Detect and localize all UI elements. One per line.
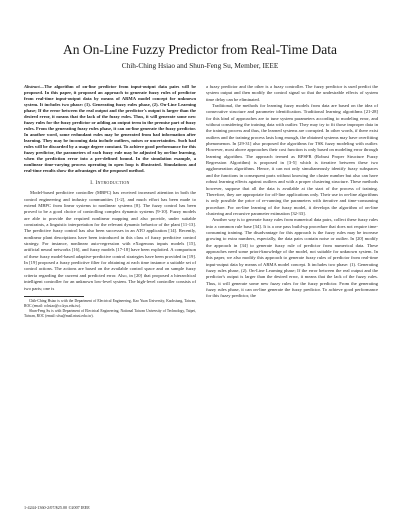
right-column <box>206 84 378 300</box>
section-heading-introduction: I. Introduction <box>90 180 130 186</box>
left-column <box>24 84 196 318</box>
footnote: Chih-Ching Hsiao is with the Department of Electrical Engineering, Kao Yuan University, Kaohsiung, Taiwan, ROC (email: cchsiao@cc.kyu.edu.tw). <box>24 298 196 308</box>
footnote-rule <box>24 296 84 297</box>
body-paragraph: Another way is to generate fuzzy rules from numerical data pairs, collect these fuzzy rules into a common rule base [34]. It is a one pass build-up procedure that does not require time-consuming training. The disadvantage for this approach is the fuzzy rules may be increase growing to extra numbers, especially, the data pairs contain noise or outlier. In [20] modify the approach in [34] to generate fuzzy rule of predictor from numerical data. These approaches need some priori-knowledge of the model, not suitable for unknown system. In this paper, we also modify this approach to generate fuzzy rules of predictor from real-time input-output data by means of ARMA model concept. It includes two phase: (1). Generating fuzzy rules phase, (2). On-Line Learning phase; If the error between the real output and the predictor's output is larger than the desired error, it means that the lack of the fuzzy rules. Thus, it will generate some new fuzzy rules for the fuzzy predictor. From the generating fuzzy rules phase, it can on-line generate the fuzzy predictor. To achieve good performance for this fuzzy predictor, the <box>206 217 378 299</box>
abstract <box>24 84 196 174</box>
intro-paragraph: Model-based predictive controller (MBPC) has received increased attention in both the control engineering and industry communities [1-2], and much effort has been made to extend MBPC from linear systems to nonlinear systems [8]. The fuzzy control has been proved to be a good choice of controlling complex dynamic systems [9-10]. Fuzzy models are able to provide the required nonlinear mapping and also provide, under suitable constraints, a linguistic interpretation for the relevant dynamic behavior of the plant [11-13]. The predictive fuzzy control has also been successes in an ATO application [14]. Recently, nonlinear plant descriptions have been introduced in this class of fuzzy predictive control strategy. For instance, nonlinear auto-regression with eXogenous inputs models [15], artificial neural networks [16], and fuzzy models [17-18] have been exploited. A comparison of these fuzzy model-based adaptive-predictive control strategies have been provided in [19]. In [19] proposed a fuzzy predictive filter for obtaining at each time instance a suitable set of control actions. The actions are based on the available control space and on sample fuzzy criteria regarding the current and predicted error. Also, in [20] that proposed a hierarchical intelligent controller for an unknown low-level system. The high-level controller consists of two parts; one is <box>24 190 196 291</box>
footnote: Shun-Feng Su is with Department of Electrical Engineering, National Taiwan University of Technology, Taipei, Taiwan, ROC (email: sfsu@mail.ntust.edu.tw). <box>24 308 196 318</box>
body-paragraph: a fuzzy predictor and the other is a fuzzy controller. The fuzzy predictor is used predict the system output and then modify the control signal so that the undesirable effects of system time delay can be eliminated. <box>206 84 378 102</box>
paper-authors: Chih-Ching Hsiao and Shun-Feng Su, Member, IEEE <box>121 61 279 70</box>
body-paragraph: Traditional, the methods for learning fuzzy models from data are based on the idea of consecutive structure and parameter identification. Traditional learning algorithms [21-28] for this kind of approaches are to tune system parameters according to modeling error, and without considering the training data with outlier. They may try to fit those improper data in the training process and thus, the learned systems are corrupted. In other words, if there exist outliers and the training process lasts long enough, the obtained systems may have overfitting phenomenon. In [29-31] also proposed the algorithms for TSK fuzzy modeling with outlier. However, most above approaches their cost function is only based on modeling error through learning algorithm. The approach termed as RPSFR (Robust Proper Structure Fuzzy Regression Algorithm) is proposed in [3-5] which is iterative between these two agglomeration algorithms. Hence, it can not only simultaneously identify fuzzy subspaces and the functions in consequent parts without knowing the cluster number but also can have robust learning effects against outliers and with a proper clustering structure. These methods however, suppose that all the data is available at the start of the process of training. Therefore, they are appropriate for off-line applications only. Their use in on-line algorithms is only possible the price of re-running the parameters with iterative and time-consuming procedure. For on-line learning of the fuzzy model, it develops the algorithm of on-line clustering and recursive parameter estimation [32-33]. <box>206 103 378 216</box>
abstract-lead: Abstract— <box>24 84 45 89</box>
paper-title: An On-Line Fuzzy Predictor from Real-Time Data <box>63 42 337 57</box>
copyright-code: 1-4244-1360-2/07/$25.00 ©2007 IEEE <box>24 505 90 510</box>
abstract-body: The algorithm of on-line predictor from input-output data pairs will be proposed. In this paper, it proposed an approach to generate fuzzy rules of predictor from real-time input-output data by means of ARMA model concept for unknown system. It includes two phase: (1). Generating fuzzy rules phase, (2). On-Line Learning phase; If the error between the real output and the predictor's output is larger than the desired error, it means that the lack of the fuzzy rules. Thus, it will generate some new fuzzy rules for the fuzzy predictor or adding an output term in the premise part of fuzzy rules. From the generating fuzzy rules phase, it can on-line generate the fuzzy predictor. In another word, some redundant rules may be generated from bad information after learning. They may be incoming data include outliers, noises or uncertainties. Such bad rules will be discarded by a usage degree constant. To achieve good performance for this fuzzy predictor, the parameters of each fuzzy rule may be adjusted by on-line learning, when the prediction error into a pre-defined bound. In the simulation example, a nonlinear time-varying process operating in open loop is illustrated. Simulations and real-time results show the advantages of the proposed method. <box>24 84 196 173</box>
